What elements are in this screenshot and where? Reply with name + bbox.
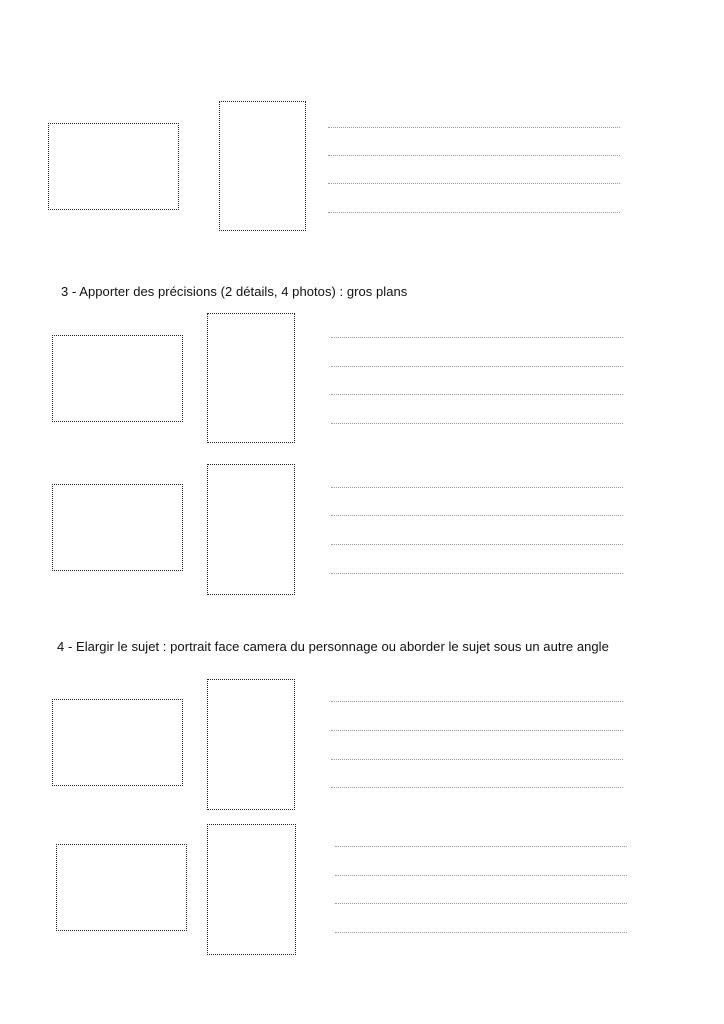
writing-line [328,212,620,213]
writing-line [331,515,623,516]
writing-line [331,544,623,545]
writing-line [328,127,620,128]
writing-line [335,903,627,904]
landscape-photo-frame [52,335,183,422]
landscape-photo-frame [56,844,187,931]
writing-line [331,730,623,731]
writing-line [331,573,623,574]
writing-line [331,787,623,788]
portrait-photo-frame [207,679,295,810]
writing-line [335,932,627,933]
portrait-photo-frame [207,313,295,443]
writing-line [331,366,623,367]
section-4-heading: 4 - Elargir le sujet : portrait face camera du personnage ou aborder le sujet sous un autre angle [57,639,609,654]
portrait-photo-frame [219,101,306,231]
writing-line [331,423,623,424]
writing-line [328,183,620,184]
section-3-heading: 3 - Apporter des précisions (2 détails, 4 photos) : gros plans [61,284,408,299]
writing-line [331,337,623,338]
writing-line [331,759,623,760]
writing-line [335,846,627,847]
writing-line [335,875,627,876]
writing-line [331,701,623,702]
landscape-photo-frame [52,699,183,786]
writing-line [331,487,623,488]
portrait-photo-frame [207,464,295,595]
landscape-photo-frame [48,123,179,210]
landscape-photo-frame [52,484,183,571]
portrait-photo-frame [207,824,296,955]
writing-line [328,155,620,156]
writing-line [331,394,623,395]
